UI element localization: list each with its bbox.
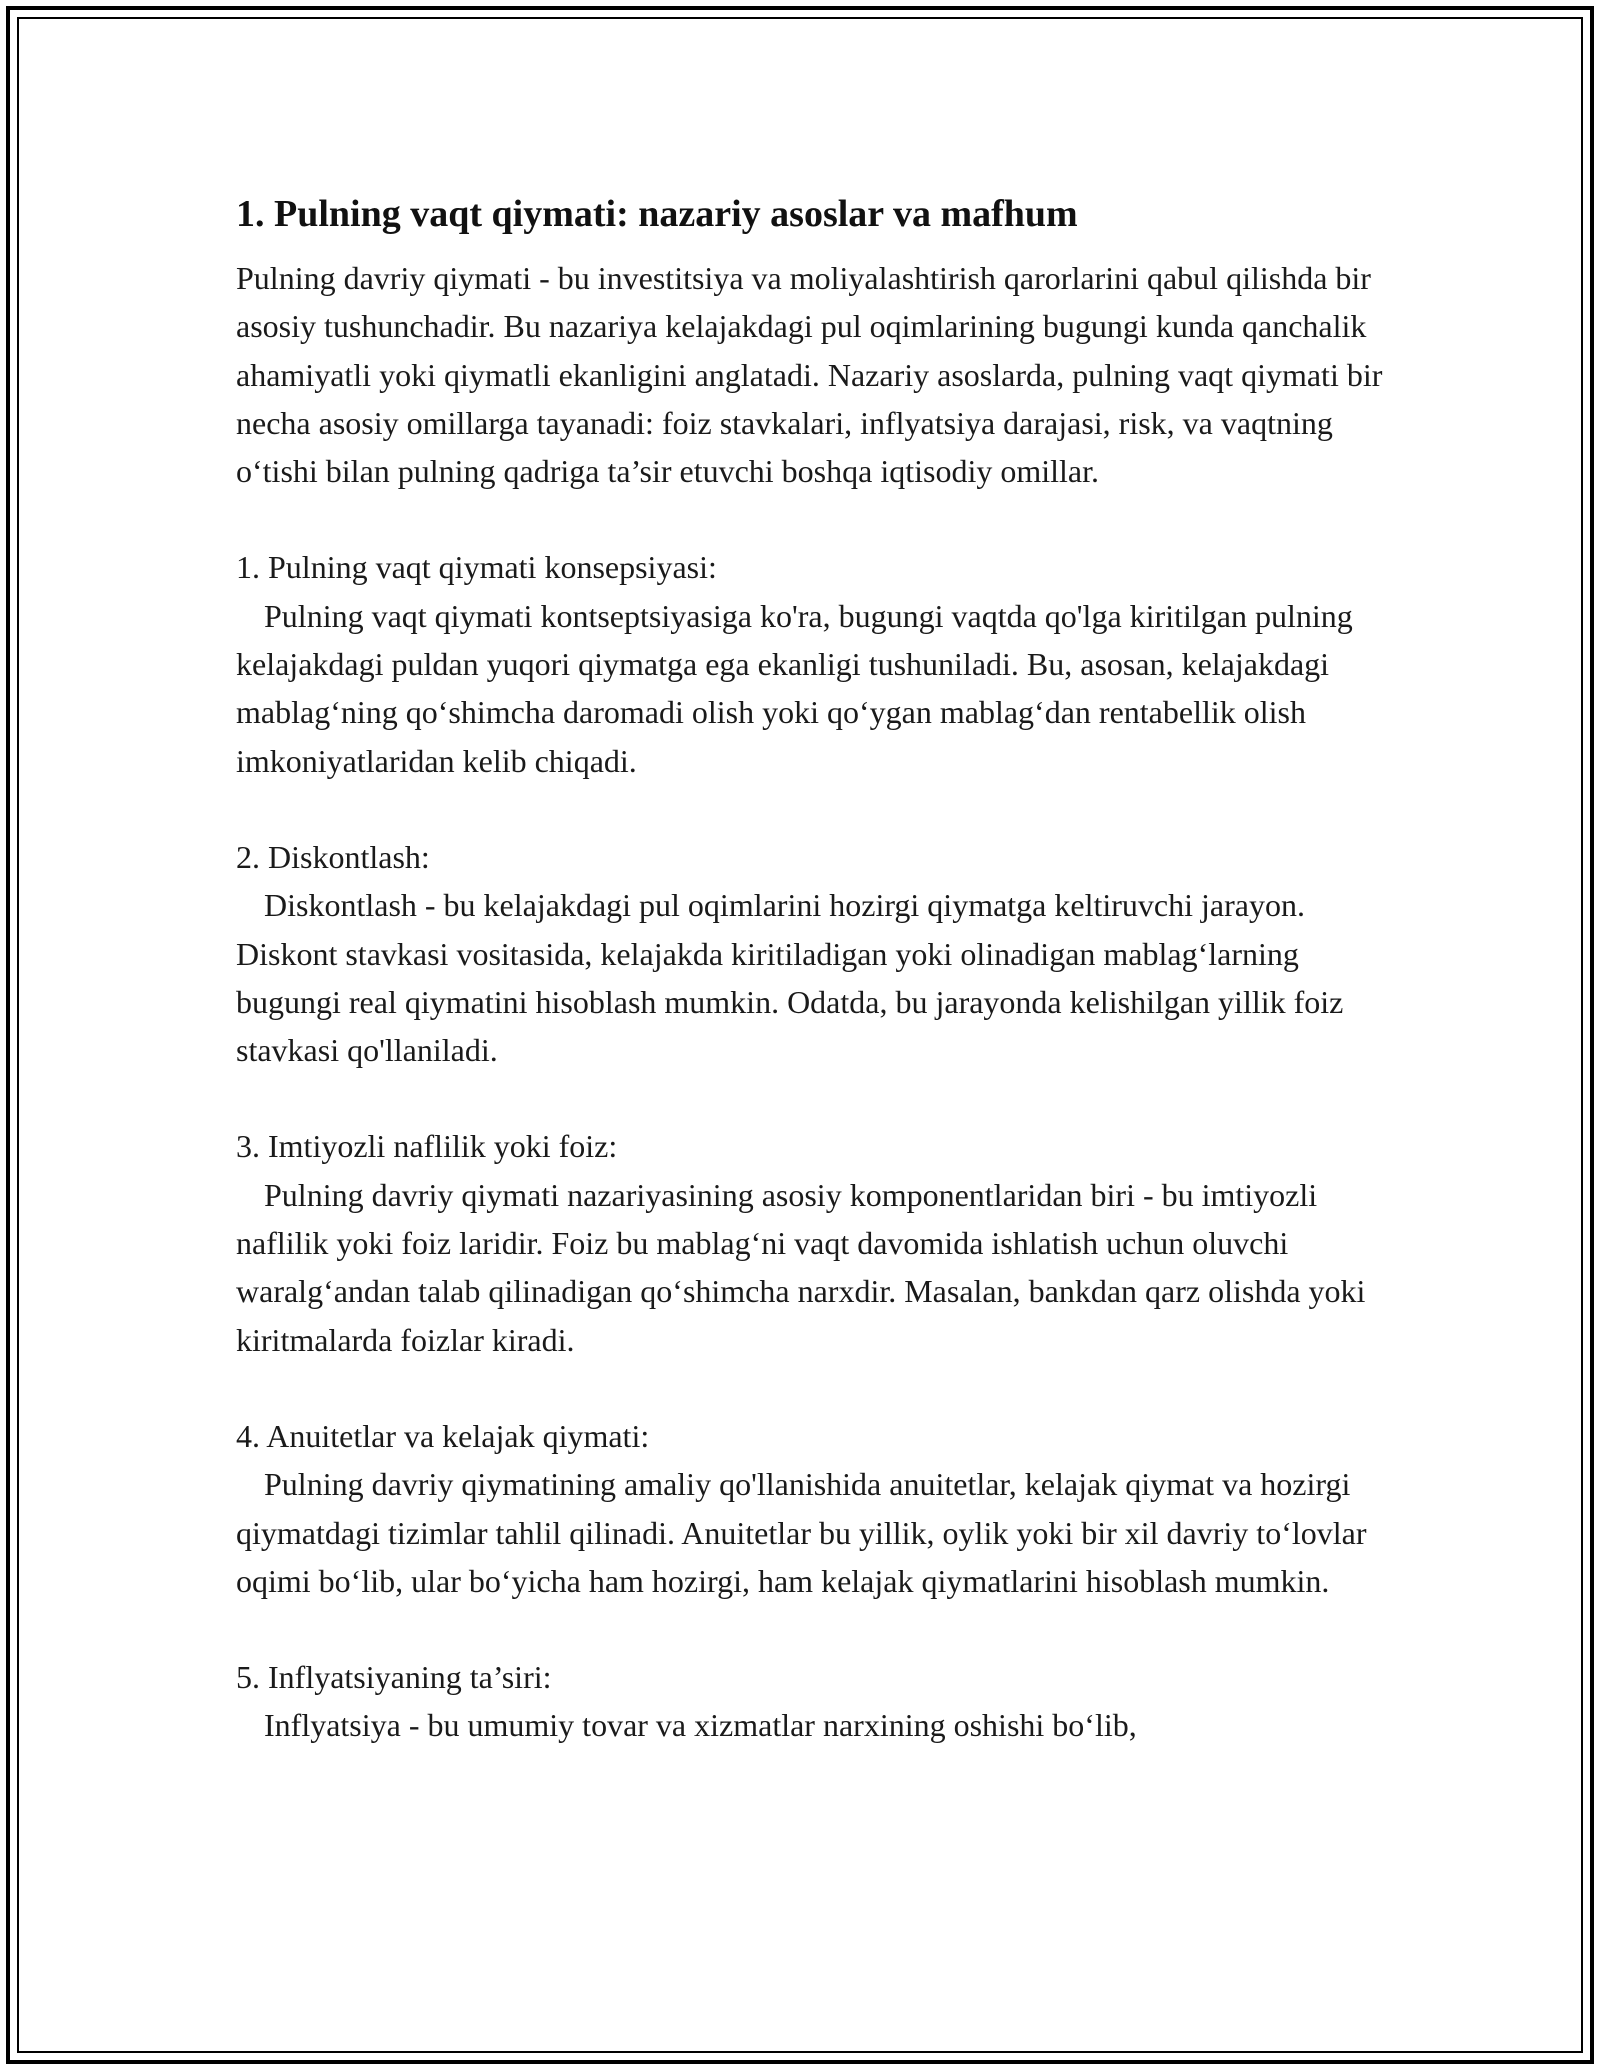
section-body: Inflyatsiya - bu umumiy tovar va xizmatlar narxining oshishi bo‘lib, [264, 1707, 1137, 1744]
section-heading: 2. Diskontlash: [236, 838, 430, 875]
document-content [236, 186, 1396, 1750]
document-title: 1. Pulning vaqt qiymati: nazariy asoslar va mafhum [236, 193, 1078, 235]
intro-paragraph: Pulning davriy qiymati - bu investitsiya va moliyalashtirish qarorlarini qabul qilishda bir asosiy tushunchadir. Bu nazariya kelajakdagi pul oqimlarining bugungi kunda qanchalik ahamiyatli yoki qiymatli ekanligini anglatadi. Nazariy asoslarda, pulning vaqt qiymati bir necha asosiy omillarga tayanadi: foiz stavkalari, inflyatsiya darajasi, risk, va vaqtning o‘tishi bilan pulning qadriga ta’sir etuvchi boshqa iqtisodiy omillar. [236, 260, 1391, 490]
section-heading: 3. Imtiyozli naflilik yoki foiz: [236, 1128, 618, 1165]
section-body: Pulning vaqt qiymati kontseptsiyasiga ko'ra, bugungi vaqtda qo'lga kiritilgan pulning kelajakdagi puldan yuqori qiymatga ega ekanligi tushuniladi. Bu, asosan, kelajakdagi mablag‘ning qo‘shimcha daromadi olish yoki qo‘ygan mablag‘dan rentabellik olish imkoniyatlaridan kelib chiqadi. [236, 597, 1353, 779]
section-inflation [236, 1653, 1396, 1750]
section-concept [236, 543, 1396, 784]
section-discounting [236, 833, 1396, 1074]
section-body: Pulning davriy qiymati nazariyasining asosiy komponentlaridan biri - bu imtiyozli naflilik yoki foiz laridir. Foiz bu mablag‘ni vaqt davomida ishlatish uchun oluvchi waralg‘andan talab qilinadigan qo‘shimcha narxdir. Masalan, bankdan qarz olishda yoki kiritmalarda foizlar kiradi. [236, 1176, 1366, 1358]
section-heading: 4. Anuitetlar va kelajak qiymati: [236, 1417, 650, 1454]
section-annuities [236, 1412, 1396, 1605]
section-heading: 5. Inflyatsiyaning ta’siri: [236, 1659, 552, 1696]
section-interest [236, 1122, 1396, 1363]
section-body: Pulning davriy qiymatining amaliy qo'llanishida anuitetlar, kelajak qiymat va hozirgi qiymatdagi tizimlar tahlil qilinadi. Anuitetlar bu yillik, oylik yoki bir xil davriy to‘lovlar oqimi bo‘lib, ular bo‘yicha ham hozirgi, ham kelajak qiymatlarini hisoblash mumkin. [236, 1466, 1367, 1599]
section-body: Diskontlash - bu kelajakdagi pul oqimlarini hozirgi qiymatga keltiruvchi jarayon. Diskont stavkasi vositasida, kelajakda kiritiladigan yoki olinadigan mablag‘larning bugungi real qiymatini hisoblash mumkin. Odatda, bu jarayonda kelishilgan yillik foiz stavkasi qo'llaniladi. [236, 887, 1344, 1069]
section-heading: 1. Pulning vaqt qiymati konsepsiyasi: [236, 549, 717, 586]
